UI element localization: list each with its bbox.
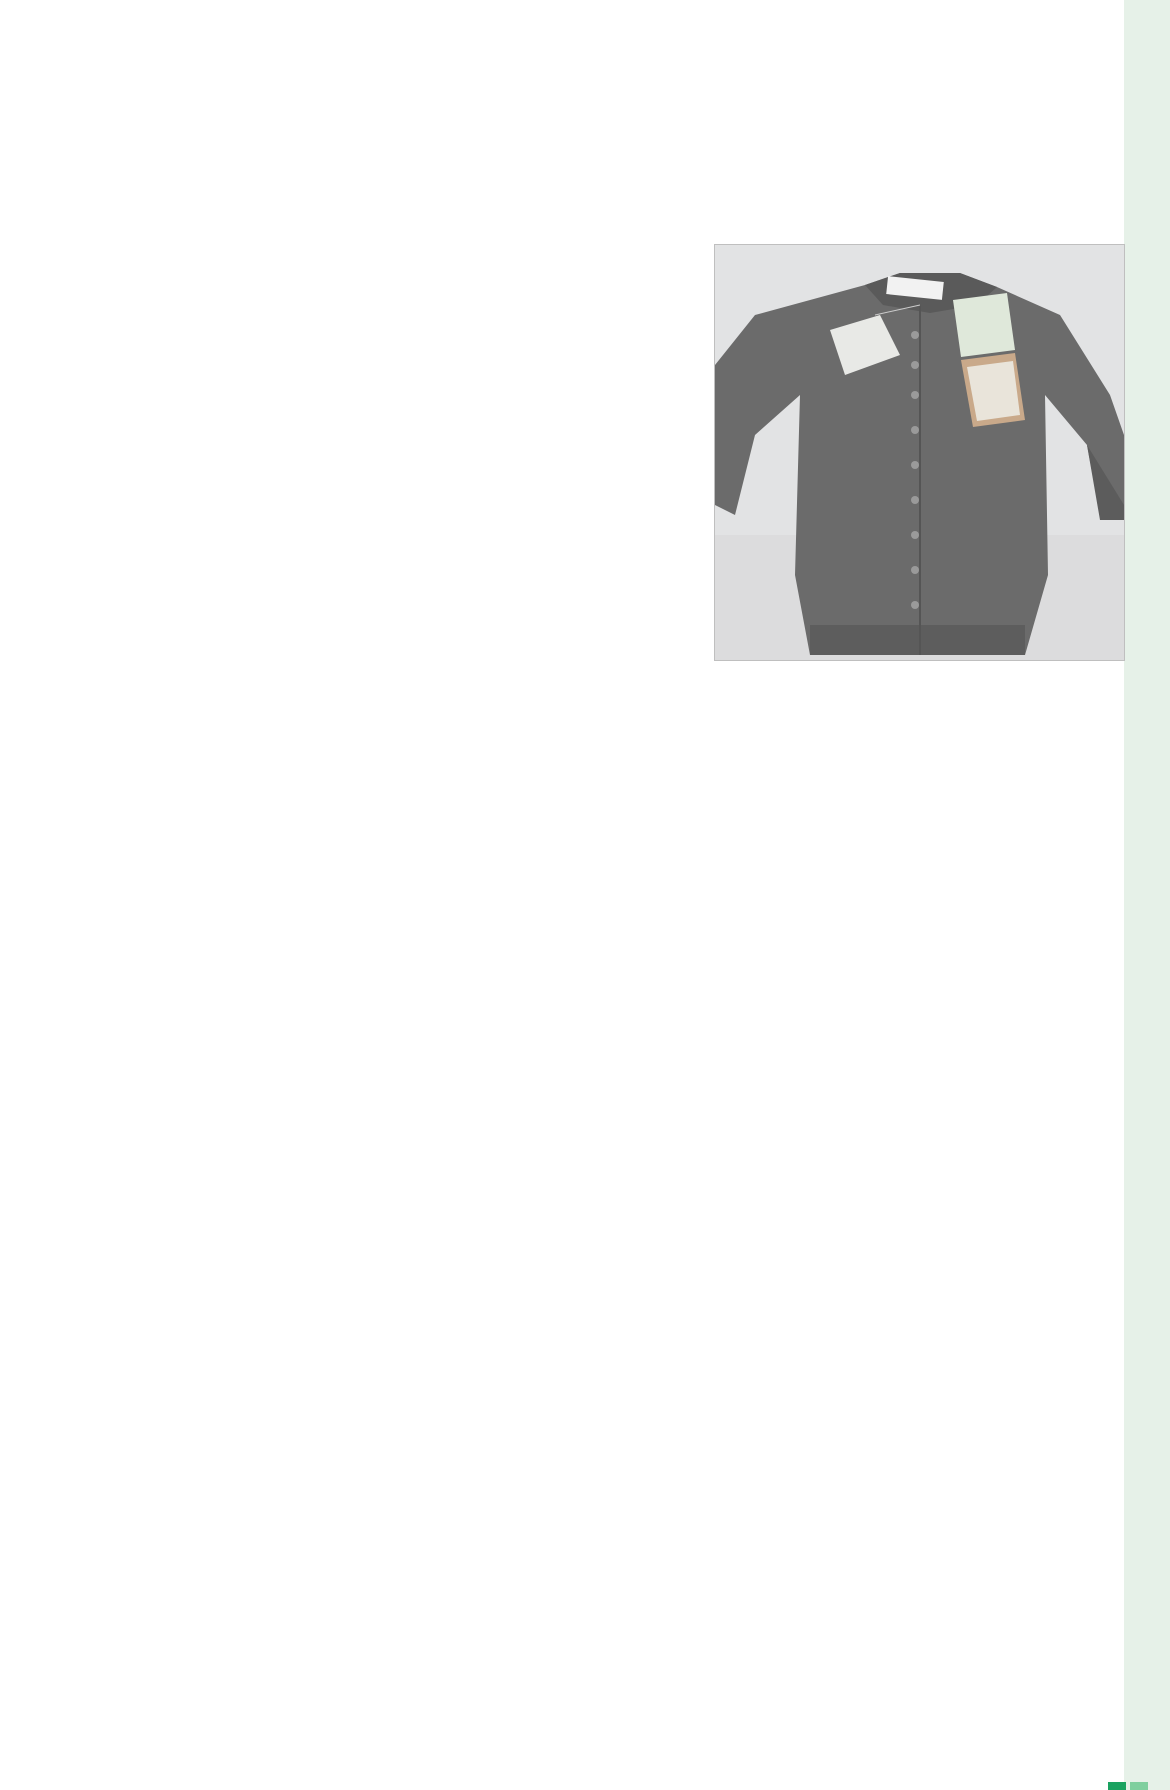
gray-cardigan-photo: [715, 245, 1124, 660]
side-panel: [1124, 0, 1170, 1790]
product-photo[interactable]: [714, 244, 1125, 661]
sheet-tab-indicator[interactable]: [1108, 1780, 1168, 1790]
